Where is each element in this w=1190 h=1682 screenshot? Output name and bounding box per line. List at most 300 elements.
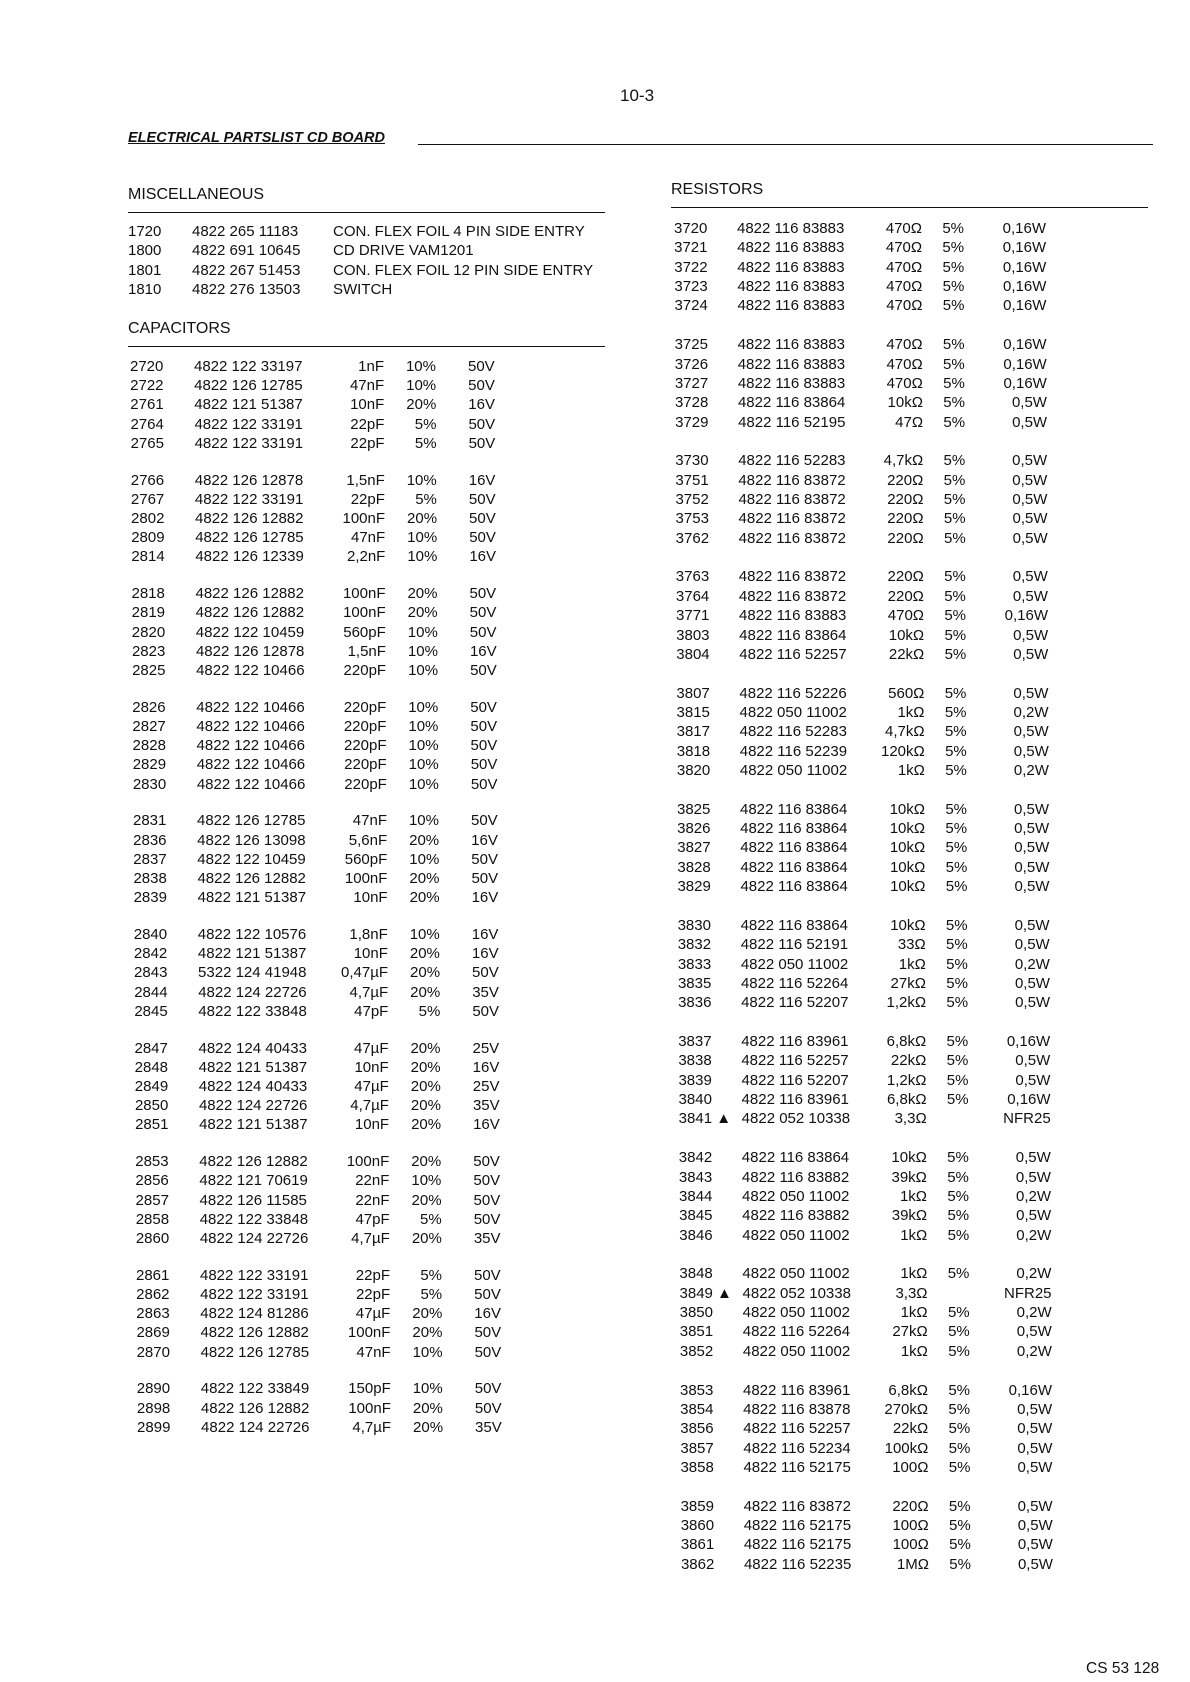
resistors-part: 4822 116 83878 bbox=[743, 1400, 851, 1418]
resistors-ref: 3835 bbox=[677, 974, 712, 992]
capacitors-ref: 2862 bbox=[136, 1286, 170, 1303]
resistors-value: 220Ω bbox=[887, 568, 924, 586]
resistors-power: 0,2W bbox=[1016, 1342, 1052, 1360]
resistors-ref: 3843 bbox=[678, 1168, 713, 1186]
resistors-ref: 3856 bbox=[680, 1420, 714, 1438]
resistors-part: 4822 116 83883 bbox=[737, 278, 845, 296]
resistors-power: 0,5W bbox=[1011, 394, 1047, 412]
capacitors-part: 4822 126 12339 bbox=[195, 548, 304, 566]
capacitors-part: 4822 126 12878 bbox=[194, 471, 304, 489]
resistors-power: NFR25 bbox=[1004, 1284, 1052, 1302]
capacitors-value: 4,7µF bbox=[349, 983, 389, 1001]
resistors-power: 0,5W bbox=[1013, 645, 1049, 663]
resistors-ref: 3846 bbox=[679, 1226, 713, 1244]
capacitors-tol: 10% bbox=[407, 623, 438, 641]
resistors-ref: 3836 bbox=[678, 994, 712, 1012]
capacitors-volt: 16V bbox=[472, 1058, 500, 1076]
capacitors-tol: 10% bbox=[406, 471, 437, 489]
resistors-tol: 5% bbox=[943, 491, 966, 508]
resistors-power: 0,16W bbox=[1002, 220, 1046, 237]
resistors-part: 4822 116 52234 bbox=[743, 1439, 851, 1457]
title-rule bbox=[418, 144, 1153, 145]
capacitors-volt: 16V bbox=[468, 471, 496, 489]
resistors-power: 0,5W bbox=[1012, 510, 1048, 528]
capacitors-tol: 5% bbox=[414, 434, 437, 452]
resistors-part: 4822 116 52235 bbox=[743, 1555, 852, 1573]
resistors-part: 4822 116 83864 bbox=[741, 1149, 850, 1167]
capacitors-part: 4822 126 12882 bbox=[200, 1399, 310, 1417]
resistors-value: 22kΩ bbox=[892, 1420, 929, 1438]
resistors-ref: 3764 bbox=[675, 587, 710, 605]
resistors-value: 3,3Ω bbox=[895, 1284, 928, 1302]
capacitors-value: 22pF bbox=[350, 434, 385, 452]
resistors-power: 0,5W bbox=[1017, 1497, 1053, 1515]
capacitors-value: 220pF bbox=[343, 718, 387, 735]
resistors-tol: 5% bbox=[946, 1033, 969, 1051]
resistors-power: 0,16W bbox=[1002, 258, 1047, 276]
resistors-tol: 5% bbox=[942, 220, 964, 237]
capacitors-value: 22pF bbox=[350, 490, 385, 508]
resistors-ref: 3850 bbox=[679, 1304, 713, 1322]
resistors-value: 6,8kΩ bbox=[886, 1091, 927, 1109]
resistors-power: 0,5W bbox=[1017, 1400, 1053, 1418]
resistors-ref: 3727 bbox=[674, 374, 709, 392]
capacitors-ref: 2869 bbox=[136, 1324, 170, 1342]
capacitors-ref: 2870 bbox=[136, 1343, 170, 1361]
resistors-ref: 3723 bbox=[674, 278, 708, 296]
capacitors-value: 1,5nF bbox=[346, 471, 385, 489]
capacitors-volt: 50V bbox=[468, 415, 496, 433]
capacitors-volt: 16V bbox=[473, 1116, 500, 1134]
capacitors-volt: 50V bbox=[468, 358, 495, 375]
capacitors-tol: 10% bbox=[412, 1380, 443, 1398]
capacitors-volt: 50V bbox=[469, 604, 497, 622]
resistors-value: 1kΩ bbox=[897, 703, 925, 721]
resistors-part: 4822 052 10338 bbox=[741, 1110, 851, 1128]
capacitors-volt: 50V bbox=[472, 964, 499, 982]
resistors-value: 1MΩ bbox=[896, 1555, 929, 1573]
capacitors-value: 22pF bbox=[355, 1286, 391, 1303]
capacitors-tol: 20% bbox=[410, 983, 441, 1001]
resistors-power: 0,2W bbox=[1016, 1187, 1052, 1205]
resistors-tol: 5% bbox=[946, 1052, 969, 1070]
capacitors-ref: 2845 bbox=[134, 1002, 168, 1020]
capacitors-volt: 50V bbox=[474, 1266, 501, 1284]
resistors-power: 0,5W bbox=[1012, 491, 1048, 508]
miscellaneous-ref: 1720 bbox=[128, 223, 162, 240]
resistors-power: 0,2W bbox=[1013, 703, 1049, 721]
resistors-tol: 5% bbox=[948, 1342, 970, 1360]
resistors-power: 0,16W bbox=[1003, 278, 1047, 296]
capacitors-tol: 20% bbox=[411, 1153, 442, 1171]
resistors-power: 0,16W bbox=[1008, 1381, 1052, 1399]
capacitors-ref: 2761 bbox=[130, 396, 164, 414]
resistors-tol: 5% bbox=[945, 820, 968, 838]
capacitors-volt: 50V bbox=[468, 434, 496, 452]
resistors-part: 4822 116 52257 bbox=[741, 1052, 849, 1070]
resistors-ref: 3729 bbox=[675, 413, 709, 431]
capacitors-ref: 2814 bbox=[131, 548, 165, 566]
resistors-value: 470Ω bbox=[886, 278, 923, 296]
capacitors-value: 150pF bbox=[348, 1380, 391, 1398]
capacitors-volt: 16V bbox=[469, 642, 497, 660]
capacitors-volt: 50V bbox=[473, 1191, 501, 1209]
capacitors-part: 4822 121 51387 bbox=[197, 889, 307, 907]
resistors-part: 4822 116 52239 bbox=[739, 742, 848, 760]
capacitors-part: 4822 124 22726 bbox=[198, 1097, 308, 1115]
capacitors-tol: 20% bbox=[410, 964, 441, 982]
resistors-part: 4822 116 83864 bbox=[740, 839, 848, 857]
resistors-part: 4822 052 10338 bbox=[742, 1284, 851, 1302]
capacitors-ref: 2861 bbox=[136, 1266, 170, 1284]
resistors-power: 0,5W bbox=[1014, 820, 1050, 838]
capacitors-value: 100nF bbox=[343, 604, 386, 622]
capacitors-part: 4822 122 10466 bbox=[196, 698, 305, 716]
resistors-power: 0,5W bbox=[1014, 916, 1050, 934]
resistors-value: 220Ω bbox=[887, 471, 924, 489]
resistors-part: 4822 116 83872 bbox=[743, 1497, 851, 1515]
capacitors-ref: 2828 bbox=[132, 737, 166, 755]
resistors-tol: 5% bbox=[943, 355, 965, 373]
capacitors-tol: 20% bbox=[409, 870, 440, 887]
resistors-power: 0,5W bbox=[1017, 1458, 1053, 1476]
capacitors-part: 5322 124 41948 bbox=[198, 964, 307, 982]
capacitors-tol: 10% bbox=[409, 850, 440, 868]
capacitors-value: 22nF bbox=[355, 1191, 390, 1209]
capacitors-ref: 2837 bbox=[133, 850, 167, 868]
capacitors-part: 4822 122 33848 bbox=[198, 1002, 307, 1020]
resistors-value: 10kΩ bbox=[889, 820, 926, 838]
capacitors-tol: 20% bbox=[412, 1305, 443, 1323]
resistors-value: 39kΩ bbox=[891, 1207, 928, 1225]
resistors-ref: 3860 bbox=[680, 1517, 715, 1534]
capacitors-volt: 50V bbox=[470, 756, 498, 774]
resistors-ref: 3839 bbox=[678, 1071, 712, 1089]
resistors-part: 4822 116 52257 bbox=[739, 645, 847, 663]
capacitors-ref: 2829 bbox=[132, 756, 167, 774]
capacitors-value: 47pF bbox=[354, 1002, 389, 1020]
capacitors-volt: 50V bbox=[471, 870, 499, 887]
resistors-ref: 3728 bbox=[674, 394, 709, 412]
capacitors-volt: 50V bbox=[474, 1324, 502, 1342]
miscellaneous-title: MISCELLANEOUS bbox=[128, 186, 265, 203]
capacitors-part: 4822 122 10466 bbox=[196, 775, 306, 793]
capacitors-part: 4822 122 10576 bbox=[197, 926, 307, 943]
resistors-power: 0,5W bbox=[1013, 742, 1049, 760]
document-title: ELECTRICAL PARTSLIST CD BOARD bbox=[128, 130, 385, 146]
capacitors-tol: 20% bbox=[410, 1039, 441, 1057]
capacitors-value: 220pF bbox=[344, 756, 387, 774]
resistors-power: 0,5W bbox=[1015, 1071, 1051, 1089]
resistors-tol: 5% bbox=[949, 1536, 971, 1554]
resistors-tol: 5% bbox=[948, 1420, 971, 1438]
resistors-tol: 5% bbox=[947, 1207, 970, 1225]
capacitors-value: 47µF bbox=[355, 1305, 391, 1323]
miscellaneous-ref: 1800 bbox=[128, 242, 162, 260]
capacitors-part: 4822 124 22726 bbox=[201, 1418, 310, 1436]
resistors-tol: 5% bbox=[942, 258, 965, 276]
capacitors-part: 4822 126 11585 bbox=[199, 1191, 307, 1209]
resistors-tol: 5% bbox=[946, 936, 968, 954]
capacitors-tol: 5% bbox=[420, 1210, 442, 1228]
resistors-ref: 3837 bbox=[678, 1033, 712, 1051]
resistors-tol: 5% bbox=[945, 742, 967, 760]
capacitors-part: 4822 122 10459 bbox=[195, 623, 305, 641]
resistors-ref: 3858 bbox=[680, 1458, 714, 1476]
resistors-power: 0,5W bbox=[1015, 1168, 1051, 1186]
capacitors-tol: 20% bbox=[409, 889, 440, 907]
resistors-ref: 3726 bbox=[674, 355, 709, 373]
capacitors-volt: 50V bbox=[472, 1002, 500, 1020]
resistors-value: 1kΩ bbox=[897, 762, 925, 779]
capacitors-volt: 35V bbox=[473, 1230, 501, 1247]
resistors-tol: 5% bbox=[943, 413, 966, 431]
resistors-value: 47Ω bbox=[895, 413, 924, 431]
capacitors-value: 220pF bbox=[343, 698, 387, 716]
resistors-part: 4822 116 52264 bbox=[742, 1323, 851, 1341]
resistors-value: 470Ω bbox=[886, 336, 923, 354]
resistors-tol: 5% bbox=[945, 762, 967, 779]
resistors-power: 0,5W bbox=[1015, 1052, 1051, 1070]
capacitors-ref: 2856 bbox=[135, 1172, 169, 1190]
resistors-tol: 5% bbox=[946, 974, 968, 992]
resistors-tol: 5% bbox=[944, 626, 967, 644]
resistors-ref: 3762 bbox=[675, 529, 710, 547]
capacitors-ref: 2890 bbox=[136, 1380, 171, 1398]
resistors-part: 4822 116 52191 bbox=[740, 936, 849, 954]
resistors-ref: 3861 bbox=[680, 1536, 715, 1554]
resistors-part: 4822 116 83961 bbox=[741, 1091, 849, 1109]
miscellaneous-ref: 1801 bbox=[128, 261, 162, 279]
resistors-tol: 5% bbox=[944, 607, 967, 625]
resistors-value: 100kΩ bbox=[884, 1439, 929, 1457]
resistors-part: 4822 116 83872 bbox=[738, 471, 846, 489]
capacitors-part: 4822 126 12785 bbox=[197, 812, 306, 830]
resistors-value: 470Ω bbox=[886, 297, 923, 315]
resistors-ref: 3751 bbox=[675, 471, 709, 489]
resistors-tol: 5% bbox=[944, 703, 967, 721]
capacitors-tol: 20% bbox=[410, 1097, 441, 1115]
capacitors-ref: 2720 bbox=[130, 358, 164, 375]
resistors-power: 0,5W bbox=[1014, 839, 1050, 857]
capacitors-value: 1nF bbox=[358, 358, 384, 375]
resistors-power: 0,5W bbox=[1015, 994, 1051, 1012]
capacitors-ref: 2842 bbox=[133, 945, 168, 963]
resistors-value: 10kΩ bbox=[887, 394, 923, 412]
resistors-part: 4822 050 11002 bbox=[739, 762, 848, 779]
resistors-rule bbox=[671, 207, 1148, 208]
capacitors-tol: 10% bbox=[408, 812, 439, 830]
capacitors-ref: 2818 bbox=[131, 585, 165, 603]
resistors-ref: 3825 bbox=[677, 800, 711, 818]
resistors-value: 470Ω bbox=[885, 239, 923, 257]
capacitors-ref: 2831 bbox=[133, 812, 167, 830]
resistors-value: 470Ω bbox=[885, 258, 923, 276]
resistors-part: 4822 116 83961 bbox=[743, 1381, 851, 1399]
resistors-tol: 5% bbox=[948, 1458, 971, 1476]
miscellaneous-rule bbox=[128, 212, 605, 213]
resistors-tol: 5% bbox=[945, 800, 967, 818]
capacitors-ref: 2844 bbox=[134, 983, 168, 1001]
capacitors-tol: 10% bbox=[406, 377, 437, 395]
capacitors-tol: 5% bbox=[414, 415, 437, 433]
capacitors-part: 4822 122 33191 bbox=[200, 1286, 309, 1303]
resistors-ref: 3849 ▲ bbox=[679, 1284, 732, 1302]
capacitors-part: 4822 122 33191 bbox=[194, 490, 304, 508]
resistors-tol: 5% bbox=[944, 568, 966, 586]
resistors-part: 4822 116 83864 bbox=[740, 800, 848, 818]
resistors-value: 120kΩ bbox=[881, 742, 925, 760]
capacitors-value: 220pF bbox=[344, 775, 387, 793]
resistors-part: 4822 116 83864 bbox=[739, 626, 847, 644]
resistors-part: 4822 116 83883 bbox=[737, 297, 845, 315]
resistors-value: 10kΩ bbox=[889, 800, 925, 818]
capacitors-value: 22pF bbox=[350, 415, 385, 433]
capacitors-part: 4822 122 10459 bbox=[197, 850, 306, 868]
resistors-part: 4822 116 52257 bbox=[743, 1420, 851, 1438]
capacitors-value: 220pF bbox=[344, 737, 387, 755]
resistors-value: 220Ω bbox=[887, 587, 924, 605]
capacitors-part: 4822 121 51387 bbox=[194, 396, 303, 414]
resistors-power: 0,16W bbox=[1003, 297, 1047, 315]
resistors-value: 1kΩ bbox=[899, 1187, 928, 1205]
capacitors-part: 4822 124 40433 bbox=[198, 1039, 307, 1057]
capacitors-part: 4822 124 40433 bbox=[198, 1078, 308, 1095]
resistors-part: 4822 116 83883 bbox=[737, 258, 845, 276]
capacitors-ref: 2857 bbox=[135, 1191, 169, 1209]
resistors-tol: 5% bbox=[948, 1381, 970, 1399]
resistors-part: 4822 116 83883 bbox=[737, 239, 845, 257]
resistors-part: 4822 116 83872 bbox=[738, 568, 847, 586]
capacitors-volt: 35V bbox=[475, 1418, 502, 1436]
resistors-tol: 5% bbox=[949, 1517, 971, 1534]
capacitors-ref: 2765 bbox=[130, 434, 164, 452]
capacitors-tol: 20% bbox=[409, 945, 440, 963]
capacitors-volt: 35V bbox=[472, 1097, 500, 1115]
capacitors-value: 560pF bbox=[343, 623, 386, 641]
resistors-part: 4822 116 83872 bbox=[738, 587, 847, 605]
capacitors-part: 4822 124 22726 bbox=[199, 1230, 309, 1247]
resistors-value: 560Ω bbox=[888, 684, 925, 702]
capacitors-tol: 20% bbox=[406, 396, 437, 414]
capacitors-value: 47pF bbox=[355, 1210, 390, 1228]
capacitors-value: 10nF bbox=[353, 889, 388, 907]
resistors-value: 220Ω bbox=[887, 529, 924, 547]
resistors-part: 4822 116 83883 bbox=[737, 355, 846, 373]
capacitors-value: 220pF bbox=[343, 662, 387, 679]
capacitors-part: 4822 126 12878 bbox=[195, 642, 305, 660]
capacitors-value: 47nF bbox=[349, 377, 385, 395]
resistors-power: 0,5W bbox=[1014, 858, 1050, 876]
capacitors-rule bbox=[128, 346, 605, 347]
resistors-ref: 3820 bbox=[676, 762, 711, 779]
resistors-tol: 5% bbox=[945, 858, 968, 876]
capacitors-value: 47µF bbox=[354, 1039, 389, 1057]
capacitors-ref: 2849 bbox=[134, 1078, 169, 1095]
capacitors-volt: 50V bbox=[471, 850, 498, 868]
resistors-value: 27kΩ bbox=[890, 974, 926, 992]
resistors-ref: 3862 bbox=[680, 1555, 715, 1573]
capacitors-volt: 16V bbox=[474, 1305, 501, 1323]
capacitors-ref: 2830 bbox=[132, 775, 167, 793]
capacitors-value: 560pF bbox=[344, 850, 388, 868]
capacitors-tol: 20% bbox=[412, 1399, 443, 1417]
capacitors-tol: 10% bbox=[405, 358, 436, 375]
capacitors-ref: 2840 bbox=[133, 926, 168, 943]
resistors-value: 27kΩ bbox=[892, 1323, 928, 1341]
resistors-tol: 5% bbox=[947, 1304, 970, 1322]
capacitors-part: 4822 122 33191 bbox=[194, 434, 304, 452]
resistors-tol: 5% bbox=[942, 239, 965, 257]
resistors-value: 10kΩ bbox=[889, 839, 926, 857]
capacitors-part: 4822 126 12882 bbox=[197, 870, 306, 887]
resistors-tol: 5% bbox=[943, 394, 965, 412]
resistors-tol: 5% bbox=[946, 1071, 969, 1089]
capacitors-part: 4822 122 33197 bbox=[194, 358, 303, 375]
capacitors-value: 4,7µF bbox=[350, 1097, 389, 1115]
capacitors-volt: 35V bbox=[472, 983, 499, 1001]
capacitors-volt: 50V bbox=[474, 1380, 502, 1398]
resistors-value: 4,7kΩ bbox=[883, 452, 924, 470]
capacitors-value: 47nF bbox=[350, 529, 386, 547]
resistors-ref: 3833 bbox=[677, 955, 712, 973]
capacitors-tol: 10% bbox=[409, 926, 440, 943]
capacitors-value: 10nF bbox=[353, 945, 388, 963]
capacitors-part: 4822 121 51387 bbox=[197, 945, 307, 963]
capacitors-value: 22nF bbox=[355, 1172, 390, 1190]
resistors-tol: 5% bbox=[944, 723, 967, 741]
resistors-tol: 5% bbox=[944, 587, 966, 605]
resistors-value: 1,2kΩ bbox=[886, 1071, 927, 1089]
capacitors-volt: 50V bbox=[473, 1153, 500, 1171]
resistors-ref: 3722 bbox=[674, 258, 708, 276]
resistors-value: 39kΩ bbox=[891, 1168, 927, 1186]
miscellaneous-description: CON. FLEX FOIL 12 PIN SIDE ENTRY bbox=[333, 261, 594, 279]
resistors-tol: 5% bbox=[943, 374, 965, 392]
capacitors-tol: 20% bbox=[410, 1058, 441, 1076]
resistors-power: 0,5W bbox=[1012, 587, 1048, 605]
resistors-value: 10kΩ bbox=[891, 1149, 927, 1167]
resistors-part: 4822 050 11002 bbox=[740, 955, 849, 973]
resistors-ref: 3828 bbox=[677, 858, 711, 876]
miscellaneous-part: 4822 276 13503 bbox=[192, 280, 301, 298]
capacitors-ref: 2851 bbox=[135, 1116, 169, 1134]
resistors-ref: 3844 bbox=[679, 1187, 713, 1205]
resistors-value: 1kΩ bbox=[900, 1342, 928, 1360]
resistors-part: 4822 116 83864 bbox=[740, 916, 848, 934]
capacitors-ref: 2853 bbox=[135, 1153, 169, 1171]
capacitors-part: 4822 121 70619 bbox=[199, 1172, 308, 1190]
capacitors-part: 4822 122 33848 bbox=[199, 1210, 309, 1228]
capacitors-ref: 2819 bbox=[131, 604, 166, 622]
resistors-ref: 3752 bbox=[675, 491, 709, 508]
resistors-power: 0,5W bbox=[1017, 1536, 1053, 1554]
resistors-power: 0,16W bbox=[1002, 239, 1047, 257]
capacitors-value: 100nF bbox=[344, 870, 388, 887]
capacitors-tol: 10% bbox=[408, 737, 439, 755]
capacitors-value: 100nF bbox=[342, 510, 386, 527]
resistors-ref: 3845 bbox=[679, 1207, 713, 1225]
resistors-power: 0,16W bbox=[1006, 1033, 1051, 1051]
capacitors-ref: 2767 bbox=[130, 490, 165, 508]
capacitors-tol: 10% bbox=[408, 718, 439, 735]
resistors-power: 0,5W bbox=[1014, 878, 1050, 896]
resistors-tol: 5% bbox=[948, 1497, 971, 1515]
capacitors-volt: 50V bbox=[474, 1399, 502, 1417]
resistors-power: 0,2W bbox=[1016, 1304, 1052, 1322]
capacitors-tol: 5% bbox=[418, 1002, 441, 1020]
capacitors-volt: 50V bbox=[469, 623, 497, 641]
